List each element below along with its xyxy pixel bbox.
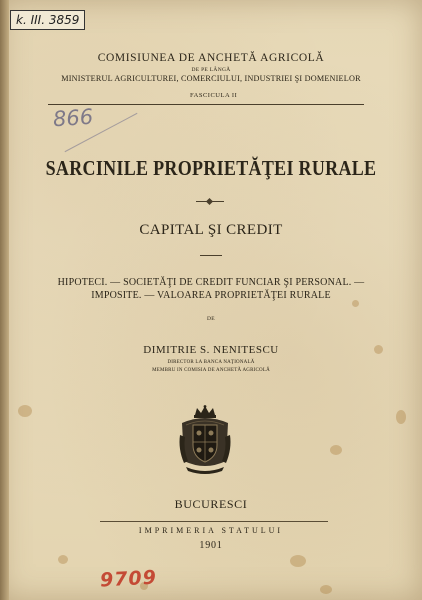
foxing-stain <box>330 445 342 455</box>
foxing-stain <box>320 585 332 594</box>
contents-line-1: HIPOTECI. — SOCIETĂŢI DE CREDIT FUNCIAR ŞI PERSONAL. — <box>57 277 365 288</box>
main-title: SARCINILE PROPRIETĂŢEI RURALE <box>45 156 377 180</box>
foxing-stain <box>290 555 306 567</box>
de-pe-langa-text: DE PE LÂNGĂ <box>191 67 231 73</box>
imprint-rule <box>100 521 328 522</box>
handwritten-number: 866 <box>52 104 94 132</box>
title-ornament <box>196 201 224 202</box>
commission-heading: COMISIUNEA DE ANCHETĂ AGRICOLĂ <box>97 52 325 64</box>
foxing-stain <box>58 555 68 564</box>
publication-year: 1901 <box>199 540 223 551</box>
foxing-stain <box>396 410 406 424</box>
subtitle: CAPITAL ŞI CREDIT <box>139 222 283 238</box>
header-rule <box>48 104 364 105</box>
by-word: DE <box>207 316 215 322</box>
ministry-heading: MINISTERUL AGRICULTUREI, COMERCIULUI, INDUSTRIEI ŞI DOMENIELOR <box>61 74 361 83</box>
fascicula-label: FASCICULA II <box>190 92 238 99</box>
subtitle-ornament <box>200 255 222 256</box>
city-imprint: BUCURESCI <box>174 497 248 511</box>
author-name: DIMITRIE S. NENITESCU <box>143 344 279 356</box>
author-role-1: DIRECTOR LA BANCA NAŢIONALĂ <box>167 360 255 365</box>
foxing-stain <box>352 300 359 307</box>
coat-of-arms-icon <box>176 405 234 475</box>
printer-imprint: IMPRIMERIA STATULUI <box>138 526 284 535</box>
handwritten-inventory-number: 9709 <box>99 566 158 592</box>
foxing-stain <box>18 405 32 417</box>
contents-line-2: IMPOSITE. — VALOAREA PROPRIETĂŢEI RURALE <box>91 290 331 301</box>
author-role-2: MEMBRU IN COMISIA DE ANCHETĂ AGRICOLĂ <box>152 368 270 373</box>
library-call-number-label: k. III. 3859 <box>10 10 85 30</box>
